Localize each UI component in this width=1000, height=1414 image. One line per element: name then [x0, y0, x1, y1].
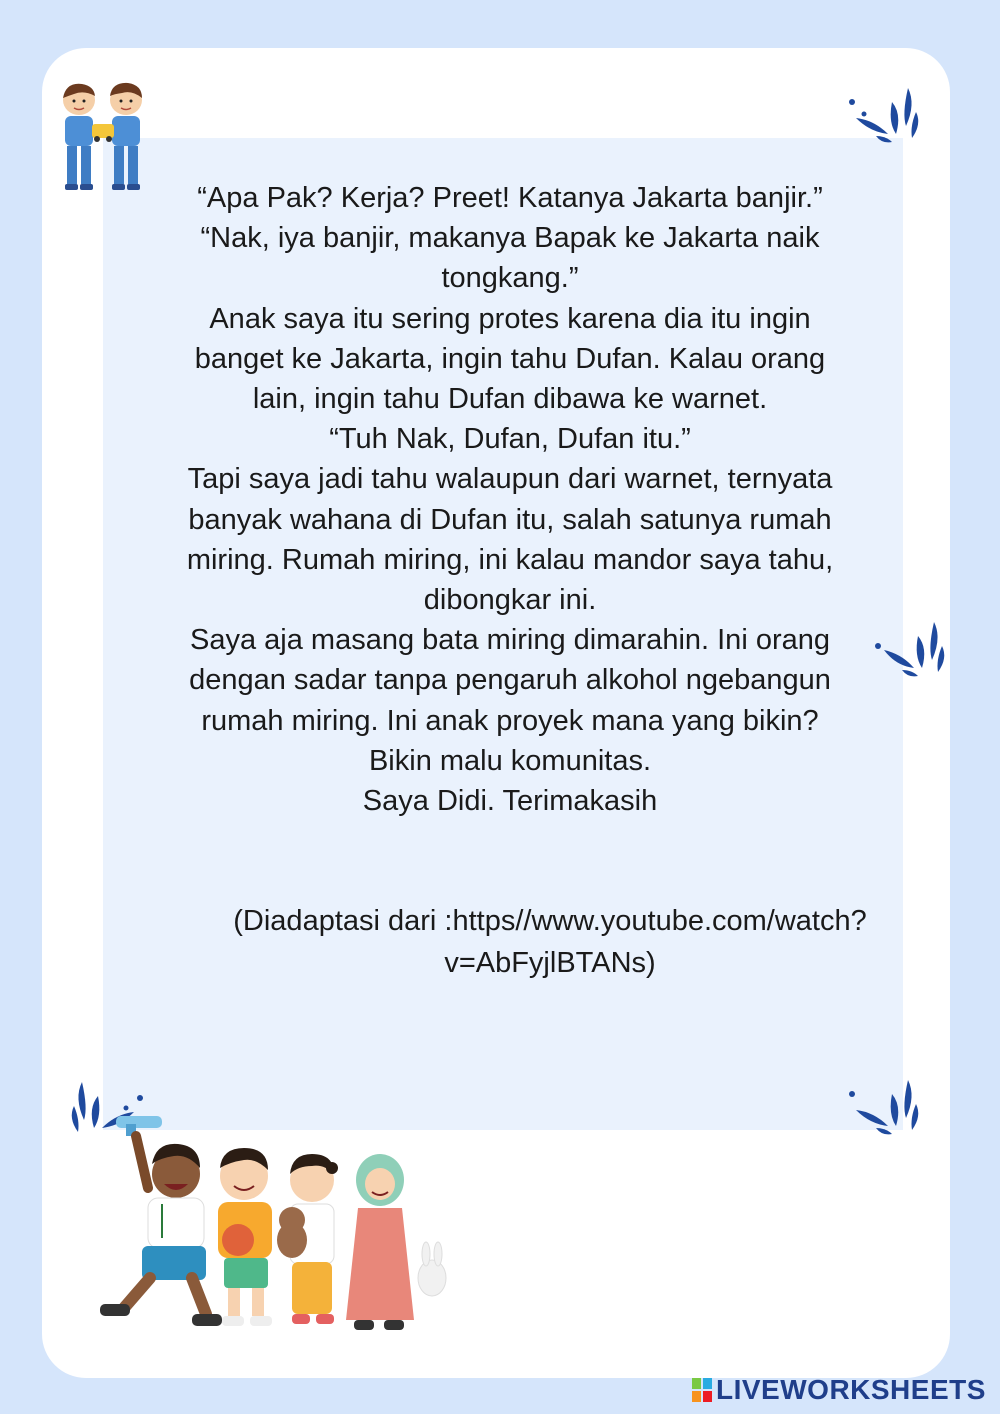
children-playing-illustration [96, 1108, 460, 1344]
water-splash-icon [846, 84, 922, 146]
story-line: dibongkar ini. [423, 584, 597, 617]
story-line: Saya aja masang bata miring dimarahin. Ini orang [190, 624, 830, 657]
story-line: dengan sadar tanpa pengaruh alkohol ngebangun [189, 664, 831, 697]
story-line: “Nak, iya banjir, makanya Bapak ke Jakarta naik [200, 222, 820, 255]
story-line: banget ke Jakarta, ingin tahu Dufan. Kalau orang [194, 342, 826, 375]
story-line: miring. Rumah miring, ini kalau mandor saya tahu, [186, 543, 834, 576]
story-line: tongkang.” [441, 262, 579, 295]
story-line: Tapi saya jadi tahu walaupun dari warnet, ternyata [187, 463, 833, 496]
story-line: “Apa Pak? Kerja? Preet! Katanya Jakarta banjir.” [197, 182, 823, 214]
story-line: lain, ingin tahu Dufan dibawa ke warnet. [252, 383, 768, 416]
story-line: “Tuh Nak, Dufan, Dufan itu.” [329, 423, 691, 456]
source-citation [150, 900, 950, 984]
story-line: Anak saya itu sering protes karena dia itu ingin [209, 302, 811, 335]
story-line: Bikin malu komunitas. [368, 744, 652, 777]
source-line-1: (Diadaptasi dari :https//www.youtube.com/watch? [233, 905, 867, 937]
liveworksheets-logo-icon [692, 1378, 712, 1402]
story-text [150, 178, 870, 821]
water-splash-icon [846, 1076, 922, 1138]
liveworksheets-logo [692, 1374, 986, 1406]
two-boys-illustration [54, 80, 152, 196]
water-splash-icon [872, 618, 948, 680]
story-line: banyak wahana di Dufan itu, salah satunya rumah [188, 503, 832, 536]
liveworksheets-logo-text: LIVEWORKSHEETS [716, 1374, 986, 1405]
story-line: rumah miring. Ini anak proyek mana yang bikin? [201, 704, 819, 737]
source-line-2: v=AbFyjlBTANs) [444, 947, 656, 979]
story-line: Saya Didi. Terimakasih [362, 785, 658, 818]
